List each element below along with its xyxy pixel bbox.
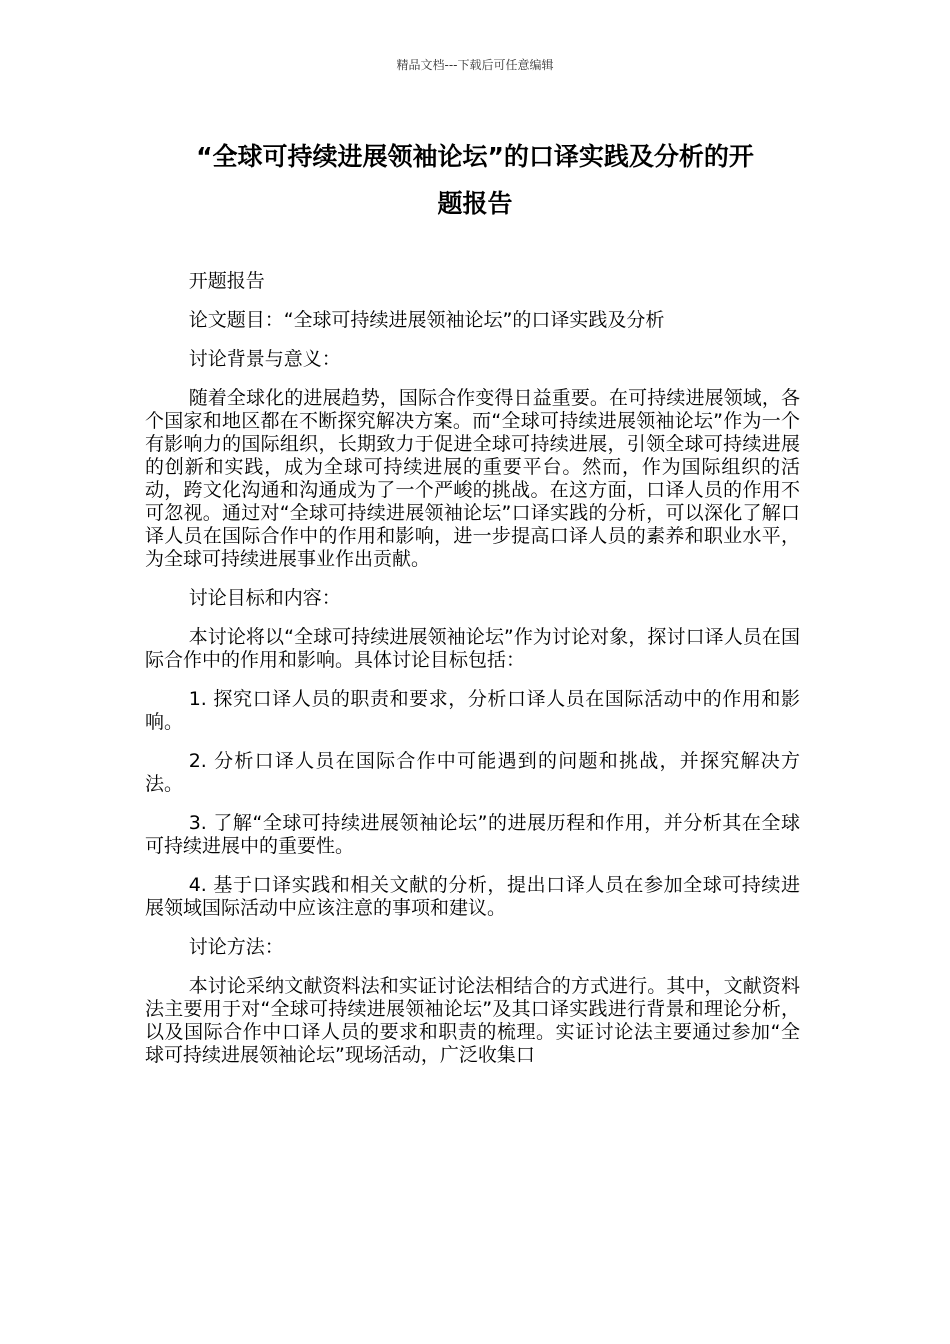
goal-item-4: 4. 基于口译实践和相关文献的分析，提出口译人员在参加全球可持续进展领域国际活动中应该注意的事项和建议。: [145, 874, 800, 919]
goal-item-2: 2. 分析口译人员在国际合作中可能遇到的问题和挑战，并探究解决方法。: [145, 750, 800, 795]
title-line-2: 题报告: [437, 189, 513, 218]
section-heading-background: 讨论背景与意义：: [188, 348, 341, 370]
paragraph-goals-intro: 本讨论将以“全球可持续进展领袖论坛”作为讨论对象，探讨口译人员在国际合作中的作用和影响。具体讨论目标包括：: [145, 626, 800, 671]
section-label-report: 开题报告: [188, 270, 265, 292]
goal-item-1: 1. 探究口译人员的职责和要求，分析口译人员在国际活动中的作用和影响。: [145, 688, 800, 733]
goal-item-3: 3. 了解“全球可持续进展领袖论坛”的进展历程和作用，并分析其在全球可持续进展中的重要性。: [145, 812, 800, 857]
paragraph-background: 随着全球化的进展趋势，国际合作变得日益重要。在可持续进展领域，各个国家和地区都在不断探究解决方案。而“全球可持续进展领袖论坛”作为一个有影响力的国际组织，长期致力于促进全球可持续进展，引领全球可持续进展的创新和实践，成为全球可持续进展的重要平台。然而，作为国际组织的活动，跨文化沟通和沟通成为了一个严峻的挑战。在这方面，口译人员的作用不可忽视。通过对“全球可持续进展领袖论坛”口译实践的分析，可以深化了解口译人员在国际合作中的作用和影响，进一步提高口译人员的素养和职业水平，为全球可持续进展事业作出贡献。: [145, 387, 800, 570]
title-line-1: “全球可持续进展领袖论坛”的口译实践及分析的开: [196, 142, 754, 171]
section-heading-method: 讨论方法：: [188, 936, 284, 958]
document-body: [145, 270, 800, 1083]
document-title: [140, 133, 810, 227]
section-heading-goals: 讨论目标和内容：: [188, 587, 341, 609]
header-note: 精品文档---下载后可任意编辑: [396, 58, 554, 72]
thesis-title-line: 论文题目：“全球可持续进展领袖论坛”的口译实践及分析: [188, 309, 665, 331]
paragraph-method: 本讨论采纳文献资料法和实证讨论法相结合的方式进行。其中，文献资料法主要用于对“全球可持续进展领袖论坛”及其口译实践进行背景和理论分析，以及国际合作中口译人员的要求和职责的梳理。实证讨论法主要通过参加“全球可持续进展领袖论坛”现场活动，广泛收集口: [145, 975, 800, 1066]
